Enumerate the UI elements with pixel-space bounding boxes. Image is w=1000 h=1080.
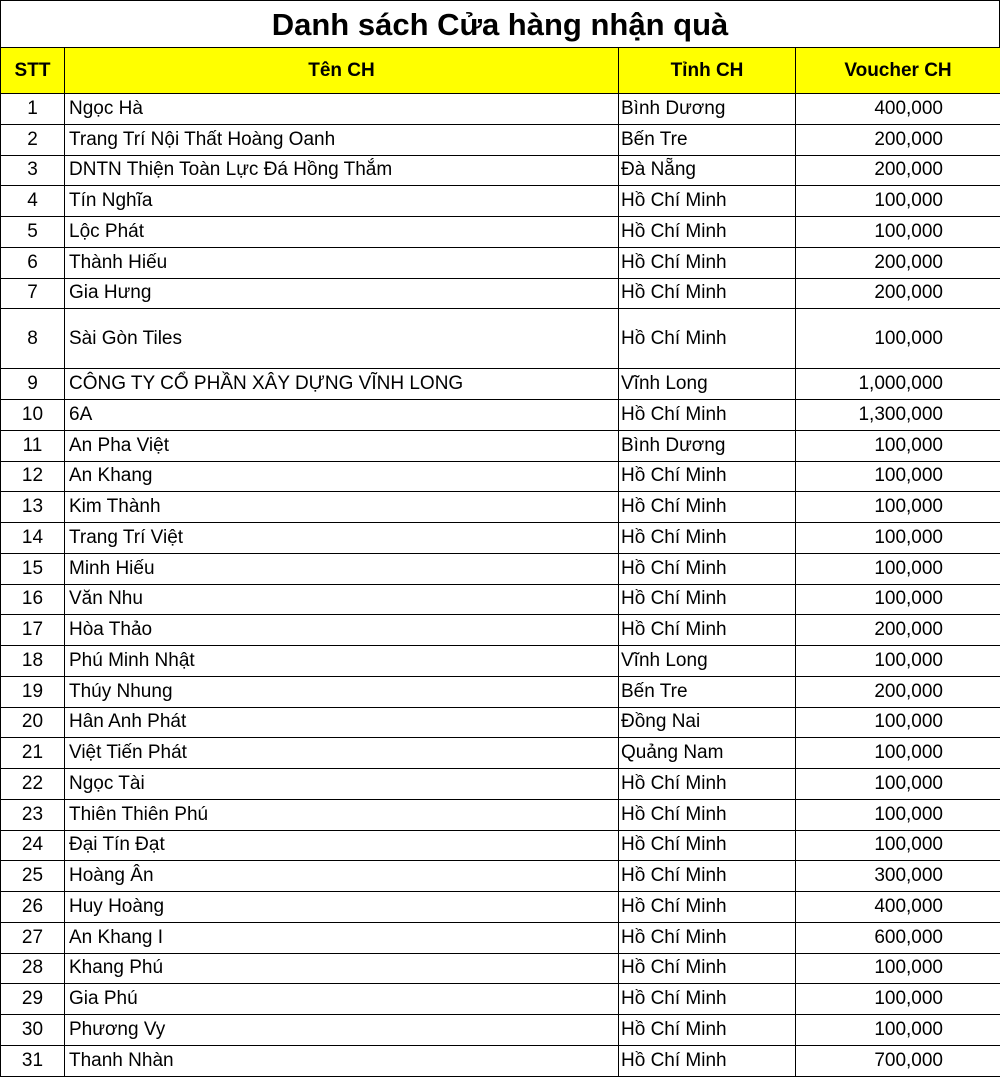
cell-store-name: Khang Phú — [65, 953, 619, 984]
cell-stt: 21 — [1, 738, 65, 769]
header-row — [1, 48, 1000, 94]
cell-store-name: Gia Hưng — [65, 278, 619, 309]
cell-voucher: 100,000 — [796, 830, 1000, 861]
cell-province: Hồ Chí Minh — [619, 1045, 796, 1076]
cell-store-name: 6A — [65, 400, 619, 431]
cell-province: Hồ Chí Minh — [619, 278, 796, 309]
cell-stt: 29 — [1, 984, 65, 1015]
cell-stt: 5 — [1, 217, 65, 248]
cell-province: Hồ Chí Minh — [619, 953, 796, 984]
cell-store-name: Văn Nhu — [65, 584, 619, 615]
cell-stt: 8 — [1, 309, 65, 369]
cell-store-name: Thanh Nhàn — [65, 1045, 619, 1076]
table-row — [1, 400, 1000, 431]
cell-province: Hồ Chí Minh — [619, 553, 796, 584]
cell-province: Hồ Chí Minh — [619, 217, 796, 248]
cell-store-name: Lộc Phát — [65, 217, 619, 248]
cell-voucher: 100,000 — [796, 523, 1000, 554]
cell-store-name: CÔNG TY CỔ PHẦN XÂY DỰNG VĨNH LONG — [65, 369, 619, 400]
cell-stt: 6 — [1, 247, 65, 278]
cell-voucher: 100,000 — [796, 584, 1000, 615]
table-row — [1, 953, 1000, 984]
cell-province: Vĩnh Long — [619, 646, 796, 677]
cell-province: Bình Dương — [619, 94, 796, 125]
cell-province: Hồ Chí Minh — [619, 830, 796, 861]
table-row — [1, 892, 1000, 923]
cell-province: Vĩnh Long — [619, 369, 796, 400]
table-row — [1, 584, 1000, 615]
cell-stt: 16 — [1, 584, 65, 615]
table-row — [1, 247, 1000, 278]
cell-stt: 24 — [1, 830, 65, 861]
cell-voucher: 200,000 — [796, 278, 1000, 309]
cell-voucher: 200,000 — [796, 615, 1000, 646]
cell-stt: 19 — [1, 676, 65, 707]
table-row — [1, 922, 1000, 953]
cell-store-name: Trang Trí Việt — [65, 523, 619, 554]
header-name: Tên CH — [65, 48, 619, 94]
cell-voucher: 100,000 — [796, 769, 1000, 800]
cell-voucher: 100,000 — [796, 953, 1000, 984]
cell-stt: 20 — [1, 707, 65, 738]
cell-stt: 9 — [1, 369, 65, 400]
table-row — [1, 984, 1000, 1015]
cell-store-name: Tín Nghĩa — [65, 186, 619, 217]
cell-stt: 22 — [1, 769, 65, 800]
cell-province: Hồ Chí Minh — [619, 861, 796, 892]
cell-voucher: 1,000,000 — [796, 369, 1000, 400]
cell-province: Hồ Chí Minh — [619, 309, 796, 369]
cell-province: Quảng Nam — [619, 738, 796, 769]
table-row — [1, 430, 1000, 461]
cell-store-name: Hân Anh Phát — [65, 707, 619, 738]
table-row — [1, 369, 1000, 400]
header-province: Tỉnh CH — [619, 48, 796, 94]
cell-voucher: 600,000 — [796, 922, 1000, 953]
cell-stt: 25 — [1, 861, 65, 892]
cell-store-name: Ngọc Hà — [65, 94, 619, 125]
cell-stt: 14 — [1, 523, 65, 554]
table-row — [1, 707, 1000, 738]
table-row — [1, 309, 1000, 369]
cell-stt: 15 — [1, 553, 65, 584]
header-voucher: Voucher CH — [796, 48, 1000, 94]
cell-voucher: 100,000 — [796, 309, 1000, 369]
table-row — [1, 155, 1000, 186]
cell-store-name: Hòa Thảo — [65, 615, 619, 646]
cell-province: Hồ Chí Minh — [619, 769, 796, 800]
cell-stt: 31 — [1, 1045, 65, 1076]
cell-voucher: 100,000 — [796, 186, 1000, 217]
cell-stt: 4 — [1, 186, 65, 217]
cell-store-name: Phương Vy — [65, 1015, 619, 1046]
table-row — [1, 646, 1000, 677]
cell-province: Hồ Chí Minh — [619, 584, 796, 615]
cell-stt: 3 — [1, 155, 65, 186]
cell-stt: 27 — [1, 922, 65, 953]
cell-stt: 23 — [1, 799, 65, 830]
cell-store-name: Thúy Nhung — [65, 676, 619, 707]
cell-stt: 10 — [1, 400, 65, 431]
cell-voucher: 100,000 — [796, 799, 1000, 830]
cell-stt: 2 — [1, 124, 65, 155]
cell-store-name: Thiên Thiên Phú — [65, 799, 619, 830]
cell-province: Hồ Chí Minh — [619, 492, 796, 523]
table-row — [1, 676, 1000, 707]
cell-voucher: 200,000 — [796, 247, 1000, 278]
table-row — [1, 217, 1000, 248]
cell-province: Đà Nẵng — [619, 155, 796, 186]
cell-voucher: 100,000 — [796, 984, 1000, 1015]
cell-voucher: 400,000 — [796, 94, 1000, 125]
cell-store-name: Thành Hiếu — [65, 247, 619, 278]
table-row — [1, 461, 1000, 492]
cell-store-name: Hoàng Ân — [65, 861, 619, 892]
table-row — [1, 553, 1000, 584]
page-title: Danh sách Cửa hàng nhận quà — [0, 0, 1000, 47]
cell-voucher: 200,000 — [796, 124, 1000, 155]
table-row — [1, 615, 1000, 646]
cell-province: Bình Dương — [619, 430, 796, 461]
table-row — [1, 492, 1000, 523]
cell-province: Hồ Chí Minh — [619, 892, 796, 923]
cell-store-name: An Khang — [65, 461, 619, 492]
store-table — [0, 47, 1000, 1077]
table-row — [1, 769, 1000, 800]
table-row — [1, 830, 1000, 861]
cell-store-name: Đại Tín Đạt — [65, 830, 619, 861]
cell-voucher: 100,000 — [796, 707, 1000, 738]
cell-store-name: Ngọc Tài — [65, 769, 619, 800]
cell-store-name: Minh Hiếu — [65, 553, 619, 584]
cell-voucher: 400,000 — [796, 892, 1000, 923]
cell-voucher: 100,000 — [796, 1015, 1000, 1046]
cell-province: Hồ Chí Minh — [619, 400, 796, 431]
cell-voucher: 1,300,000 — [796, 400, 1000, 431]
table-row — [1, 94, 1000, 125]
cell-store-name: DNTN Thiện Toàn Lực Đá Hồng Thắm — [65, 155, 619, 186]
cell-province: Hồ Chí Minh — [619, 984, 796, 1015]
cell-store-name: Phú Minh Nhật — [65, 646, 619, 677]
cell-province: Hồ Chí Minh — [619, 523, 796, 554]
cell-store-name: Huy Hoàng — [65, 892, 619, 923]
cell-province: Bến Tre — [619, 124, 796, 155]
cell-province: Hồ Chí Minh — [619, 615, 796, 646]
cell-store-name: Kim Thành — [65, 492, 619, 523]
cell-store-name: An Pha Việt — [65, 430, 619, 461]
cell-province: Hồ Chí Minh — [619, 799, 796, 830]
table-row — [1, 1045, 1000, 1076]
cell-voucher: 200,000 — [796, 155, 1000, 186]
cell-store-name: An Khang I — [65, 922, 619, 953]
cell-voucher: 100,000 — [796, 461, 1000, 492]
table-row — [1, 523, 1000, 554]
cell-voucher: 700,000 — [796, 1045, 1000, 1076]
cell-stt: 18 — [1, 646, 65, 677]
cell-voucher: 100,000 — [796, 738, 1000, 769]
cell-stt: 26 — [1, 892, 65, 923]
cell-store-name: Gia Phú — [65, 984, 619, 1015]
cell-province: Hồ Chí Minh — [619, 186, 796, 217]
cell-province: Hồ Chí Minh — [619, 1015, 796, 1046]
cell-province: Hồ Chí Minh — [619, 247, 796, 278]
cell-voucher: 100,000 — [796, 646, 1000, 677]
cell-voucher: 100,000 — [796, 217, 1000, 248]
cell-province: Hồ Chí Minh — [619, 461, 796, 492]
table-row — [1, 799, 1000, 830]
cell-stt: 30 — [1, 1015, 65, 1046]
cell-stt: 13 — [1, 492, 65, 523]
cell-stt: 17 — [1, 615, 65, 646]
table-row — [1, 738, 1000, 769]
table-row — [1, 124, 1000, 155]
cell-province: Đồng Nai — [619, 707, 796, 738]
cell-stt: 11 — [1, 430, 65, 461]
cell-stt: 1 — [1, 94, 65, 125]
cell-province: Bến Tre — [619, 676, 796, 707]
cell-voucher: 200,000 — [796, 676, 1000, 707]
table-row — [1, 861, 1000, 892]
cell-stt: 28 — [1, 953, 65, 984]
table-row — [1, 186, 1000, 217]
table-row — [1, 1015, 1000, 1046]
cell-store-name: Việt Tiến Phát — [65, 738, 619, 769]
cell-stt: 7 — [1, 278, 65, 309]
cell-voucher: 100,000 — [796, 553, 1000, 584]
cell-province: Hồ Chí Minh — [619, 922, 796, 953]
cell-store-name: Sài Gòn Tiles — [65, 309, 619, 369]
cell-stt: 12 — [1, 461, 65, 492]
table-row — [1, 278, 1000, 309]
cell-voucher: 100,000 — [796, 492, 1000, 523]
cell-voucher: 300,000 — [796, 861, 1000, 892]
cell-voucher: 100,000 — [796, 430, 1000, 461]
header-stt: STT — [1, 48, 65, 94]
cell-store-name: Trang Trí Nội Thất Hoàng Oanh — [65, 124, 619, 155]
